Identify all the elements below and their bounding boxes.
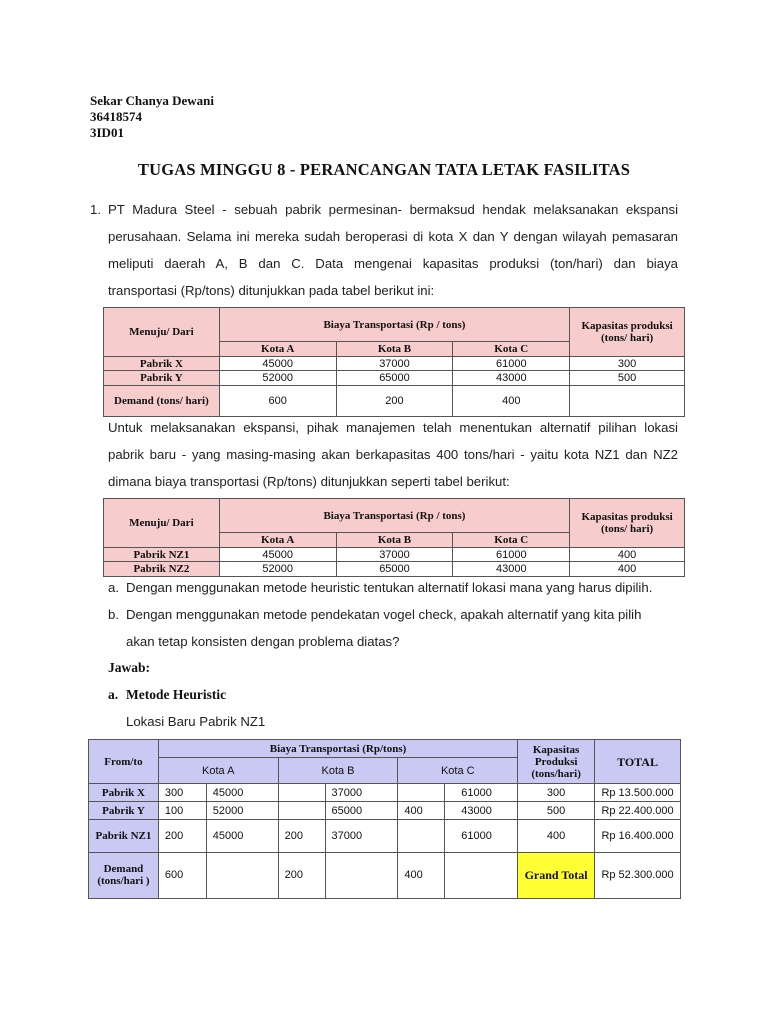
cell-value: 65000 — [336, 562, 453, 577]
subquestion-a-text: Dengan menggunakan metode heuristic tentukan alternatif lokasi mana yang harus dipilih. — [126, 580, 653, 595]
cell-value: 400 — [453, 385, 570, 416]
cell-capacity: 300 — [570, 356, 685, 371]
table-new-location — [103, 498, 685, 577]
cell-value: 37000 — [336, 356, 453, 371]
row-label: Pabrik Y — [89, 802, 159, 820]
cell-value: 600 — [219, 385, 336, 416]
table-total-header: TOTAL — [595, 740, 681, 784]
cell-capacity: 400 — [518, 820, 595, 852]
cell-value: 45000 — [219, 547, 336, 562]
cell-value: 52000 — [219, 371, 336, 386]
table-row — [104, 371, 685, 386]
cost-cell: 43000 — [445, 802, 518, 820]
table-group-header: Biaya Transportasi (Rp / tons) — [219, 308, 569, 342]
column-header: Kota B — [336, 342, 453, 357]
row-label: Pabrik NZ2 — [104, 562, 220, 577]
question-line: perusahaan. Selama ini mereka sudah beroperasi di kota X dan Y dengan wilayah pemasaran — [108, 229, 678, 244]
table-corner-header: From/to — [89, 740, 159, 784]
cell-value: 200 — [336, 385, 453, 416]
cell-value: 61000 — [453, 547, 570, 562]
cost-cell: 65000 — [325, 802, 398, 820]
cost-cell: 37000 — [325, 784, 398, 802]
cost-cell: 52000 — [206, 802, 278, 820]
subquestion-b-text: akan tetap konsisten dengan problema diatas? — [126, 634, 400, 649]
allocation-cell: 400 — [398, 852, 445, 898]
grand-total-value: Rp 52.300.000 — [595, 852, 681, 898]
row-label: Pabrik X — [104, 356, 220, 371]
cell-value: 45000 — [219, 356, 336, 371]
page-title: TUGAS MINGGU 8 - PERANCANGAN TATA LETAK FASILITAS — [137, 160, 631, 179]
row-label: Pabrik X — [89, 784, 159, 802]
table-row — [89, 784, 681, 802]
cost-cell: 45000 — [206, 784, 278, 802]
column-header: Kota A — [219, 533, 336, 548]
answer-heading: Jawab: — [108, 660, 151, 675]
table-corner-header: Menuju/ Dari — [104, 499, 220, 548]
question-line: transportasi (Rp/tons) ditunjukkan pada tabel berikut ini: — [108, 283, 435, 298]
allocation-cell: 200 — [158, 820, 206, 852]
row-label: Demand (tons/ hari) — [104, 385, 220, 416]
text-line: Untuk melaksanakan ekspansi, pihak manajemen telah menentukan alternatif pilihan lokasi — [108, 420, 678, 435]
subquestion-b-marker: b. — [108, 607, 119, 622]
answer-sub-marker: a. — [108, 687, 119, 702]
column-header: Kota A — [158, 758, 278, 784]
row-label: Demand (tons/hari ) — [89, 852, 159, 898]
student-number: 36418574 — [90, 109, 142, 124]
cell-capacity: 400 — [570, 562, 685, 577]
column-header: Kota A — [219, 342, 336, 357]
table-capacity-header: Kapasitas produksi (tons/ hari) — [570, 499, 685, 548]
cost-cell — [325, 852, 398, 898]
allocation-cell — [398, 784, 445, 802]
allocation-cell — [398, 820, 445, 852]
table-capacity-header: Kapasitas Produksi (tons/hari) — [518, 740, 595, 784]
table-row — [104, 547, 685, 562]
table-group-header: Biaya Transportasi (Rp / tons) — [219, 499, 569, 533]
allocation-cell — [278, 784, 325, 802]
cell-value: 43000 — [453, 371, 570, 386]
cost-cell: 61000 — [445, 784, 518, 802]
cell-capacity: 400 — [570, 547, 685, 562]
text-line: pabrik baru - yang masing-masing akan berkapasitas 400 tons/hari - yaitu kota NZ1 dan NZ2 — [108, 447, 678, 462]
table-row — [104, 356, 685, 371]
expansion-text — [108, 414, 678, 495]
column-header: Kota B — [278, 758, 398, 784]
cell-total: Rp 22.400.000 — [595, 802, 681, 820]
row-label: Pabrik Y — [104, 371, 220, 386]
allocation-cell: 100 — [158, 802, 206, 820]
cell-total: Rp 16.400.000 — [595, 820, 681, 852]
cell-capacity: 500 — [518, 802, 595, 820]
cost-cell — [206, 852, 278, 898]
row-label: Pabrik NZ1 — [89, 820, 159, 852]
row-label: Pabrik NZ1 — [104, 547, 220, 562]
student-name: Sekar Chanya Dewani — [90, 93, 215, 108]
cell-capacity — [570, 385, 685, 416]
table-capacity-header: Kapasitas produksi (tons/ hari) — [570, 308, 685, 357]
cost-cell: 61000 — [445, 820, 518, 852]
table-row — [104, 385, 685, 416]
cost-cell — [445, 852, 518, 898]
column-header: Kota C — [453, 342, 570, 357]
table-capacity-cost — [103, 307, 685, 417]
table-row — [89, 820, 681, 852]
question-line: meliputi daerah A, B dan C. Data mengenai kapasitas produksi (ton/hari) dan biaya — [108, 256, 678, 271]
cell-total: Rp 13.500.000 — [595, 784, 681, 802]
text-line: dimana biaya transportasi (Rp/tons) ditunjukkan seperti tabel berikut: — [108, 474, 510, 489]
allocation-cell: 200 — [278, 820, 325, 852]
table-corner-header: Menuju/ Dari — [104, 308, 220, 357]
cost-cell: 45000 — [206, 820, 278, 852]
table-heuristic — [88, 739, 681, 899]
allocation-cell: 600 — [158, 852, 206, 898]
table-row — [89, 852, 681, 898]
question-number: 1. — [90, 202, 101, 217]
table-row — [89, 802, 681, 820]
cell-capacity: 500 — [570, 371, 685, 386]
cell-value: 52000 — [219, 562, 336, 577]
table-group-header: Biaya Transportasi (Rp/tons) — [158, 740, 517, 758]
cell-capacity: 300 — [518, 784, 595, 802]
location-label: Lokasi Baru Pabrik NZ1 — [126, 714, 266, 729]
allocation-cell: 200 — [278, 852, 325, 898]
grand-total-label: Grand Total — [518, 852, 595, 898]
allocation-cell — [278, 802, 325, 820]
allocation-cell: 300 — [158, 784, 206, 802]
cell-value: 65000 — [336, 371, 453, 386]
student-class: 3ID01 — [90, 125, 124, 140]
subquestion-a-marker: a. — [108, 580, 119, 595]
cell-value: 37000 — [336, 547, 453, 562]
cost-cell: 37000 — [325, 820, 398, 852]
question-text — [108, 196, 678, 304]
cell-value: 43000 — [453, 562, 570, 577]
column-header: Kota C — [398, 758, 518, 784]
column-header: Kota B — [336, 533, 453, 548]
question-line: PT Madura Steel - sebuah pabrik permesinan- bermaksud hendak melaksanakan ekspansi — [108, 202, 678, 217]
cell-value: 61000 — [453, 356, 570, 371]
subquestion-b-text: Dengan menggunakan metode pendekatan vogel check, apakah alternatif yang kita pilih — [126, 607, 642, 622]
answer-sub-heading: Metode Heuristic — [126, 687, 227, 702]
allocation-cell: 400 — [398, 802, 445, 820]
column-header: Kota C — [453, 533, 570, 548]
